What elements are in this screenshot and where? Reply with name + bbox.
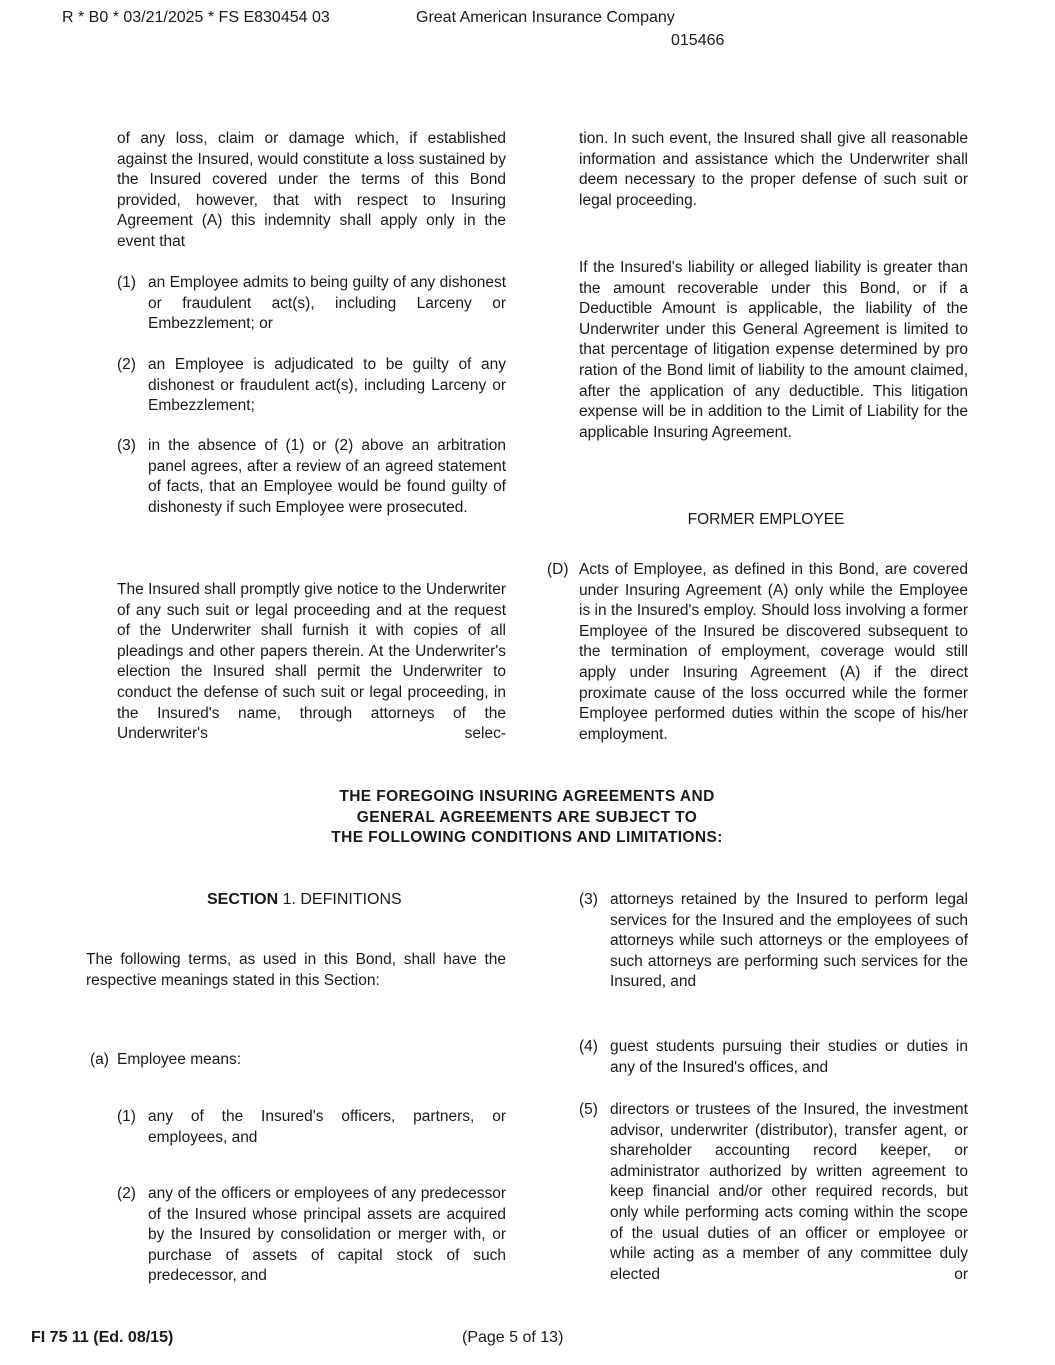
list-item: [579, 1037, 968, 1081]
list-number: (1): [117, 1108, 136, 1125]
list-item: [579, 1100, 968, 1310]
list-item: [117, 1107, 506, 1151]
list-text: directors or trustees of the Insured, the investment advisor, underwriter (distributor), transfer agent, or shareholder accounting record keeper, or administrator authorized by written agreement to keep financial and/or other required records, but only while performing acts coming within the scope of the usual duties of an officer or employee or while acting as a member of any committee duly elected or: [610, 1101, 968, 1283]
form-edition: FI 75 11 (Ed. 08/15): [31, 1329, 174, 1346]
form-reference: R * B0 * 03/21/2025 * FS E830454 03: [62, 9, 330, 26]
list-text: an Employee admits to being guilty of any dishonest or fraudulent act(s), including Larceny or Embezzlement; or: [148, 274, 506, 333]
clause-number: (D): [547, 561, 569, 578]
list-text: guest students pursuing their studies or duties in any of the Insured's offices, and: [610, 1038, 968, 1076]
list-item: [117, 1184, 506, 1309]
clause-text: Acts of Employee, as defined in this Bond, are covered under Insuring Agreement (A) only while the Employee is in the Insured's employ. Should loss involving a former Employee of the Insured be discovered subsequent to the termination of employment, coverage would still apply under Insuring Agreement (A) if the direct proximate cause of the loss occurred while the former Employee performed duties within the scope of his/her employment.: [579, 561, 968, 743]
defense-paragraph: tion. In such event, the Insured shall give all reasonable information and assistance which the Underwriter shall deem necessary to the proper defense of such suit or legal proceeding.: [579, 130, 968, 209]
list-number: (3): [579, 891, 598, 908]
list-item: [579, 890, 968, 1015]
definitions-intro: The following terms, as used in this Bond, shall have the respective meanings stated in this Section:: [86, 951, 506, 989]
page-number: (Page 5 of 13): [462, 1329, 564, 1346]
section-label: SECTION: [207, 891, 279, 908]
list-number: (3): [117, 437, 136, 454]
list-number: (5): [579, 1101, 598, 1118]
banner-line: THE FOREGOING INSURING AGREEMENTS AND: [339, 788, 715, 805]
list-item: [117, 355, 506, 419]
banner-line: GENERAL AGREEMENTS ARE SUBJECT TO: [356, 808, 698, 826]
company-name: Great American Insurance Company: [416, 9, 675, 26]
list-number: (1): [117, 274, 136, 291]
clause-d: [547, 560, 968, 770]
section-heading: [207, 890, 402, 910]
list-text: attorneys retained by the Insured to perform legal services for the Insured and the employees of such attorneys while such attorneys or the employees of such attorneys are performing such services for the Insured, and: [610, 891, 968, 991]
conditions-banner: [227, 787, 827, 849]
list-number: (2): [117, 1185, 136, 1202]
indemnity-intro: of any loss, claim or damage which, if established against the Insured, would constitute a loss sustained by the Insured covered under the terms of this Bond provided, however, that with respect to Insuring Agreement (A) this indemnity shall apply only in the event that: [117, 130, 506, 250]
section-title: 1. DEFINITIONS: [282, 891, 402, 908]
list-number: (4): [579, 1038, 598, 1055]
list-text: any of the officers or employees of any predecessor of the Insured whose principal assets are acquired by the Insured by consolidation or merger with, or purchase of assets of capital stock of such predecessor, and: [148, 1185, 506, 1285]
list-item: [117, 436, 506, 561]
former-employee-heading: FORMER EMPLOYEE: [687, 511, 845, 528]
list-item: [117, 273, 506, 337]
list-text: any of the Insured's officers, partners, or employees, and: [148, 1108, 506, 1146]
list-text: in the absence of (1) or (2) above an arbitration panel agrees, after a review of an agreed statement of facts, that an Employee would be found guilty of dishonesty if such Employee were prosecuted.: [148, 437, 506, 516]
definition-term: Employee means:: [117, 1051, 242, 1068]
notice-paragraph: The Insured shall promptly give notice to the Underwriter of any such suit or legal proceeding and at the request of the Underwriter shall furnish it with copies of all pleadings and other papers therein. At the Underwriter's election the Insured shall permit the Underwriter to conduct the defense of such suit or legal proceeding, in the Insured's name, through attorneys of the Underwriter's selec-: [117, 581, 506, 743]
definition-a: [90, 1050, 506, 1072]
list-text: an Employee is adjudicated to be guilty of any dishonest or fraudulent act(s), including Larceny or Embezzlement;: [148, 356, 506, 415]
banner-line: THE FOLLOWING CONDITIONS AND LIMITATIONS:: [331, 829, 723, 847]
liability-paragraph: If the Insured's liability or alleged liability is greater than the amount recoverable under this Bond, or if a Deductible Amount is applicable, the liability of the Underwriter under this General Agreement is limited to that percentage of litigation expense determined by pro ration of the Bond limit of liability to the amount claimed, after the application of any deductible. This litigation expense will be in addition to the Limit of Liability for the applicable Insuring Agreement.: [579, 259, 968, 441]
definition-letter: (a): [90, 1051, 109, 1068]
document-number: 015466: [671, 32, 725, 49]
list-number: (2): [117, 356, 136, 373]
